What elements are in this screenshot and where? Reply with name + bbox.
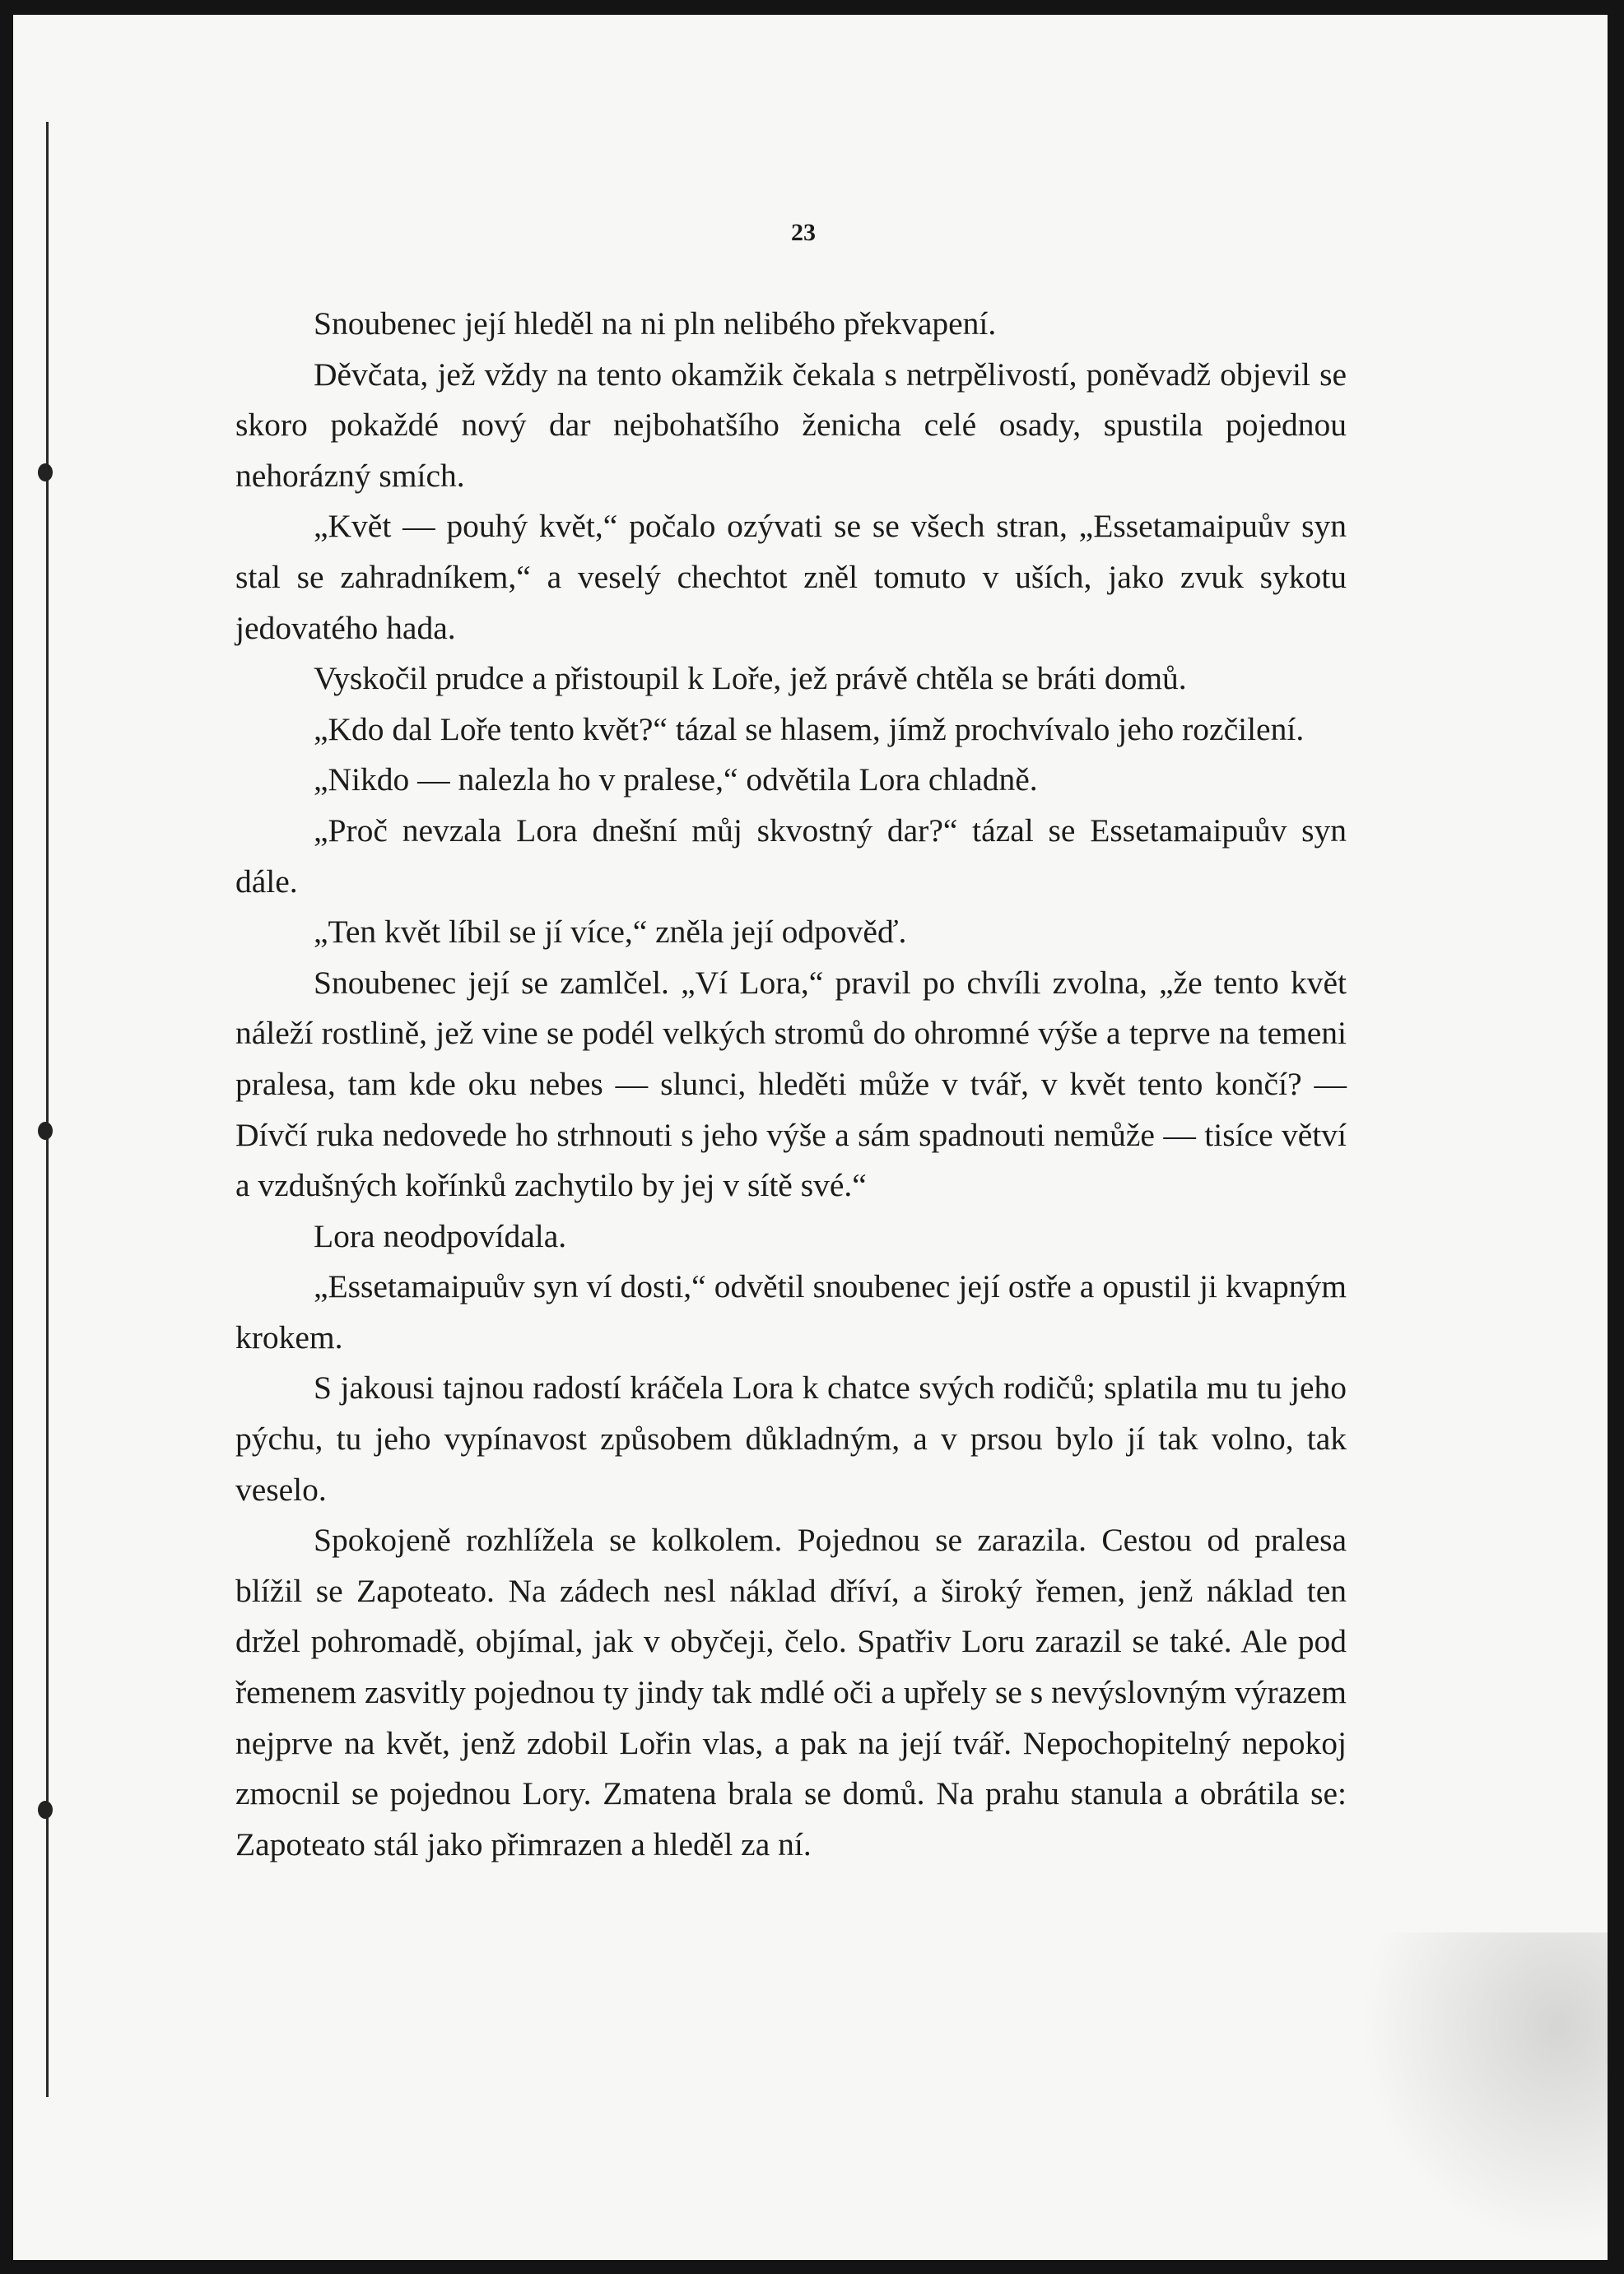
paragraph: „Kdo dal Loře tento květ?“ tázal se hlasem, jímž prochvívalo jeho rozčilení. [314, 710, 1305, 747]
paragraph: Snoubenec její se zamlčel. „Ví Lora,“ pravil po chvíli zvolna, „že tento květ náleží rostlině, jež vine se podél velkých stromů do ohromné výše a teprve na temeni pralesa, tam kde oku nebes — slunci, hleděti může v tvář, v květ tento končí? — Dívčí ruka nedovede ho strhnouti s jeho výše a sám spadnouti nemůže — tisíce větví a vzdušných kořínků zachytilo by jej v sítě své.“ [235, 964, 1347, 1204]
page-stain [1361, 1932, 1608, 2245]
paragraph: Vyskočil prudce a přistoupil k Loře, jež právě chtěla se bráti domů. [314, 660, 1187, 697]
paragraph: „Ten květ líbil se jí více,“ zněla její odpověď. [314, 914, 907, 951]
paragraph: „Proč nevzala Lora dnešní můj skvostný dar?“ tázal se Essetamaipuův syn dále. [235, 811, 1347, 900]
paragraph: „Květ — pouhý květ,“ počalo ozývati se se všech stran, „Essetamaipuův syn stal se zahradníkem,“ a veselý chechtot zněl tomuto v uších, jako zvuk sykotu jedovatého hada. [235, 508, 1347, 646]
paragraph: Děvčata, jež vždy na tento okamžik čekala s netrpělivostí, poněvadž objevil se skoro pokaždé nový dar nejbohatšího ženicha celé osady, spustila pojednou nehorázný smích. [235, 356, 1347, 494]
paragraph: S jakousi tajnou radostí kráčela Lora k chatce svých rodičů; splatila mu tu jeho pýchu, tu jeho vypínavost způsobem důkladným, a v prsou bylo jí tak volno, tak veselo. [235, 1370, 1347, 1508]
paragraph: Snoubenec její hleděl na ni pln nelibého překvapení. [314, 305, 997, 342]
paragraph: „Essetamaipuův syn ví dosti,“ odvětil snoubenec její ostře a opustil ji kvapným krokem. [235, 1268, 1347, 1356]
page-number: 23 [791, 219, 816, 246]
paragraph: Spokojeně rozhlížela se kolkolem. Pojednou se zarazila. Cestou od pralesa blížil se Zapoteato. Na zádech nesl náklad dříví, a široký řemen, jenž náklad ten držel pohromadě, objímal, jak v obyčeji, čelo. Spatřiv Loru zarazil se také. Ale pod řemenem zasvitly pojednou ty jindy tak mdlé oči a upřely se s nevýslovným výrazem nejprve na květ, jenž zdobil Lořin vlas, a pak na její tvář. Nepochopitelný nepokoj zmocnil se pojednou Lory. Zmatena brala se domů. Na prahu stanula a obrátila se: Zapoteato stál jako přimrazen a hleděl za ní. [235, 1522, 1347, 1862]
binding-mark [38, 1122, 53, 1140]
book-page [13, 15, 1608, 2260]
paragraph: Lora neodpovídala. [314, 1217, 567, 1254]
binding-mark [38, 1801, 53, 1819]
binding-mark [38, 463, 53, 481]
paragraph: „Nikdo — nalezla ho v pralese,“ odvětila Lora chladně. [314, 761, 1038, 798]
body-text [235, 299, 1347, 1870]
